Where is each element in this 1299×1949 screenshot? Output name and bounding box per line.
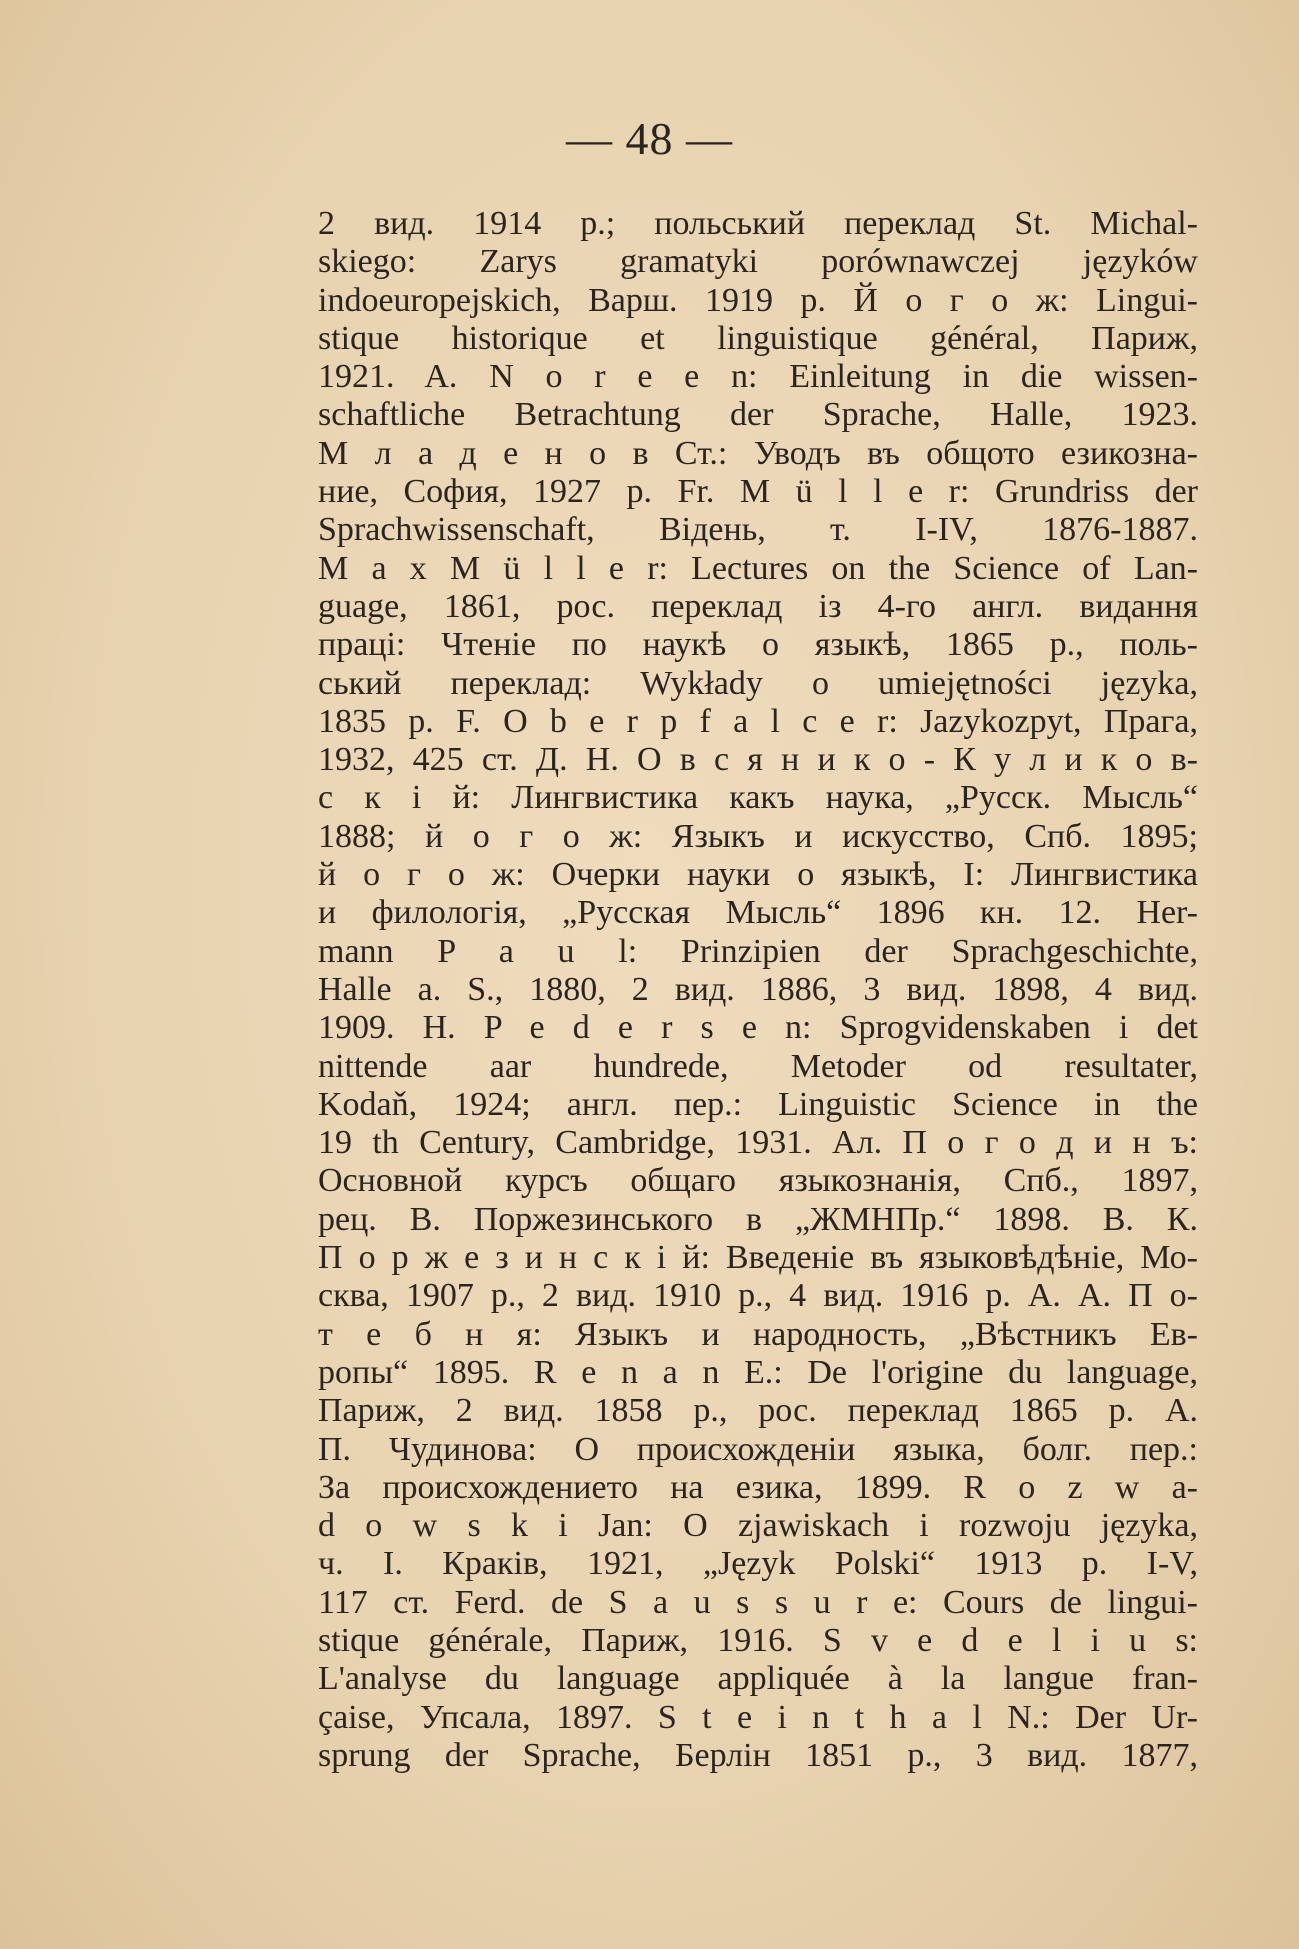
text-line: d o w s k i Jan: O zjawiskach i rozwoju języka,: [318, 1507, 1198, 1545]
text-line: schaftliche Betrachtung der Sprache, Halle, 1923.: [318, 396, 1198, 434]
body-text: [318, 205, 1198, 1775]
text-line: 1909. H. P e d e r s e n: Sprogvidenskaben i det: [318, 1009, 1198, 1047]
text-line: ние, София, 1927 р. Fr. M ü l l e r: Grundriss der: [318, 473, 1198, 511]
text-line: 19 th Century, Cambridge, 1931. Ал. П о г о д и н ъ:: [318, 1124, 1198, 1162]
text-line: Основной курсъ общаго языкознанія, Спб., 1897,: [318, 1162, 1198, 1200]
text-line: stique historique et linguistique général, Париж,: [318, 319, 1198, 357]
text-line: 1932, 425 ст. Д. Н. О в с я н и к о - К у л и к о в-: [318, 741, 1198, 779]
text-line: Sprachwissenschaft, Відень, т. I-IV, 1876-1887.: [318, 511, 1198, 549]
page-number: — 48 —: [566, 113, 733, 164]
text-line: 117 ст. Ferd. de S a u s s u r e: Cours de lingui-: [318, 1583, 1198, 1621]
text-line: 1921. A. N o r e e n: Einleitung in die wissen-: [318, 358, 1198, 396]
text-line: ропы“ 1895. R e n a n E.: De l'origine du language,: [318, 1353, 1198, 1391]
text-line: Kodaň, 1924; англ. пер.: Linguistic Science in the: [318, 1085, 1198, 1123]
text-line: т е б н я: Языкъ и народность, „Вѣстникъ Ев-: [318, 1315, 1198, 1353]
text-line: За происхождението на езика, 1899. R o z w a-: [318, 1468, 1198, 1506]
text-line: indoeuropejskich, Варш. 1919 р. Й о г о ж: Lingui-: [318, 281, 1198, 319]
text-line: skiego: Zarys gramatyki porównawczej języków: [318, 243, 1198, 281]
text-line: и филологія, „Русская Мысль“ 1896 кн. 12. Her-: [318, 894, 1198, 932]
text-line: й о г о ж: Очерки науки о языкѣ, I: Лингвистика: [318, 856, 1198, 894]
text-line: ський переклад: Wykłady o umiejętności języka,: [318, 664, 1198, 702]
text-line: Париж, 2 вид. 1858 р., рос. переклад 1865 р. А.: [318, 1392, 1198, 1430]
text-line: nittende aar hundrede, Metoder od resultater,: [318, 1047, 1198, 1085]
text-line: sprung der Sprache, Берлін 1851 р., 3 вид. 1877,: [318, 1736, 1198, 1774]
text-line: 1835 р. F. O b e r p f a l c e r: Jazykozpyt, Прага,: [318, 702, 1198, 740]
text-line: ч. I. Краків, 1921, „Język Polski“ 1913 р. I-V,: [318, 1545, 1198, 1583]
text-line: П. Чудинова: О происхожденіи языка, болг. пер.:: [318, 1430, 1198, 1468]
text-line: праці: Чтеніе по наукѣ о языкѣ, 1865 р., поль-: [318, 626, 1198, 664]
text-line: L'analyse du language appliquée à la langue fran-: [318, 1660, 1198, 1698]
text-line: M a x M ü l l e r: Lectures on the Science of Lan-: [318, 549, 1198, 587]
text-line: çaise, Упсала, 1897. S t e i n t h a l N.: Der Ur-: [318, 1698, 1198, 1736]
text-line: П о р ж е з и н с к і й: Введеніе въ языковѣдѣніе, Мо-: [318, 1239, 1198, 1277]
text-line: М л а д е н о в Ст.: Уводъ въ общото езикозна-: [318, 434, 1198, 472]
text-line: stique générale, Париж, 1916. S v e d e l i u s:: [318, 1621, 1198, 1659]
text-line: с к і й: Лингвистика какъ наука, „Русск. Мысль“: [318, 779, 1198, 817]
text-line: mann P a u l: Prinzipien der Sprachgeschichte,: [318, 932, 1198, 970]
text-line: рец. В. Поржезинського в „ЖМНПр.“ 1898. В. К.: [318, 1200, 1198, 1238]
text-line: 1888; й о г о ж: Языкъ и искусство, Спб. 1895;: [318, 817, 1198, 855]
text-line: guage, 1861, рос. переклад із 4-го англ. видання: [318, 587, 1198, 625]
text-line: 2 вид. 1914 р.; польський переклад St. Michal-: [318, 205, 1198, 242]
text-line: сква, 1907 р., 2 вид. 1910 р., 4 вид. 1916 р. А. А. П о-: [318, 1277, 1198, 1315]
text-line: Halle a. S., 1880, 2 вид. 1886, 3 вид. 1898, 4 вид.: [318, 970, 1198, 1008]
